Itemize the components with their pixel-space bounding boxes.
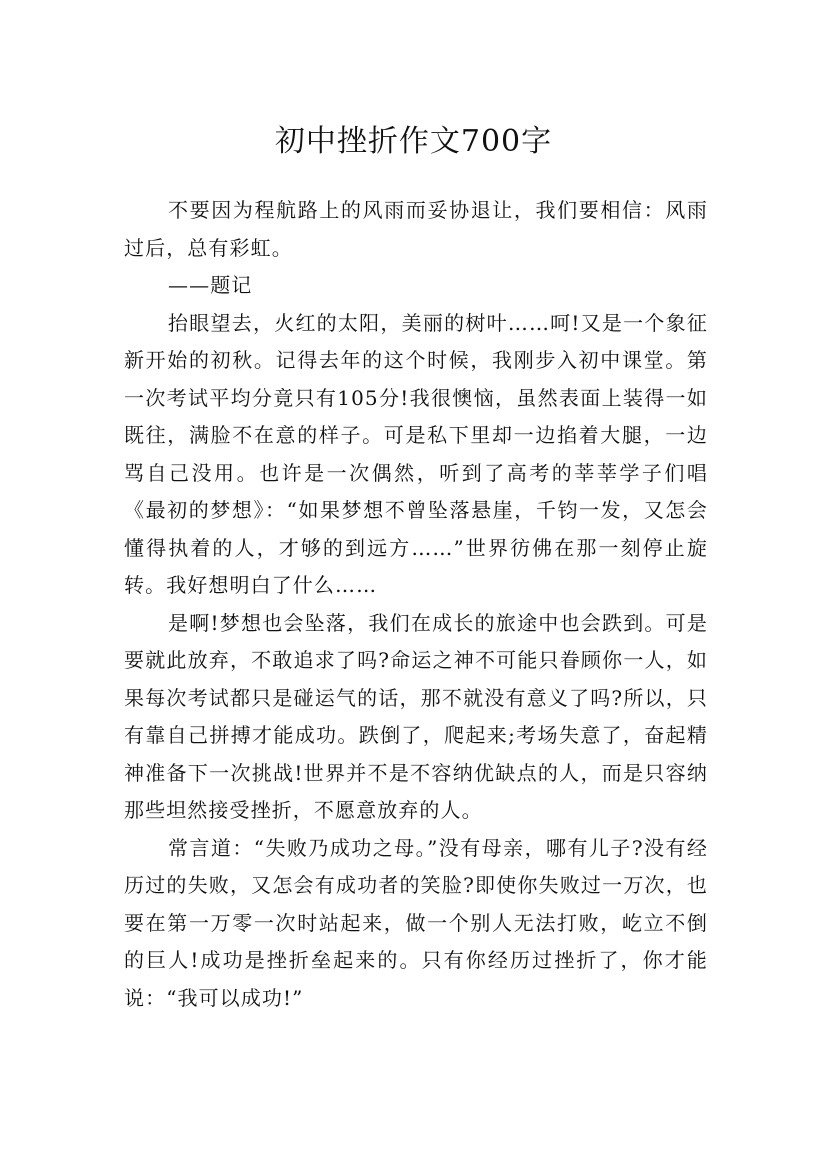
epigraph-paragraph: 不要因为程航路上的风雨而妥协退让，我们要相信：风雨过后，总有彩虹。 [124, 198, 708, 260]
body-paragraph-3: 常言道：“失败乃成功之母。”没有母亲，哪有儿子?没有经历过的失败，又怎会有成功者的笑脸?即使你失败过一万次，也要在第一万零一次时站起来，做一个别人无法打败，屹立不倒的巨人!成功是挫折垒起来的。只有你经历过挫折了，你才能说：“我可以成功!” [124, 835, 708, 1010]
document-body [124, 192, 708, 1017]
body-paragraph-1: 抬眼望去，火红的太阳，美丽的树叶……呵!又是一个象征新开始的初秋。记得去年的这个时候，我刚步入初中课堂。第一次考试平均分竟只有105分!我很懊恼，虽然表面上装得一如既往，满脸不在意的样子。可是私下里却一边掐着大腿，一边骂自己没用。也许是一次偶然，听到了高考的莘莘学子们唱《最初的梦想》：“如果梦想不曾坠落悬崖，千钧一发，又怎会懂得执着的人，才够的到远方……”世界彷佛在那一刻停止旋转。我好想明白了什么…… [124, 310, 708, 597]
document-title: 初中挫折作文700字 [274, 124, 553, 160]
body-paragraph-2: 是啊!梦想也会坠落，我们在成长的旅途中也会跌到。可是要就此放弃，不敢追求了吗?命运之神不可能只眷顾你一人，如果每次考试都只是碰运气的话，那不就没有意义了吗?所以，只有靠自己拼搏才能成功。跌倒了，爬起来;考场失意了，奋起精神准备下一次挑战!世界并不是不容纳优缺点的人，而是只容纳那些坦然接受挫折，不愿意放弃的人。 [124, 610, 708, 822]
epigraph-attribution: ——题记 [168, 273, 253, 297]
